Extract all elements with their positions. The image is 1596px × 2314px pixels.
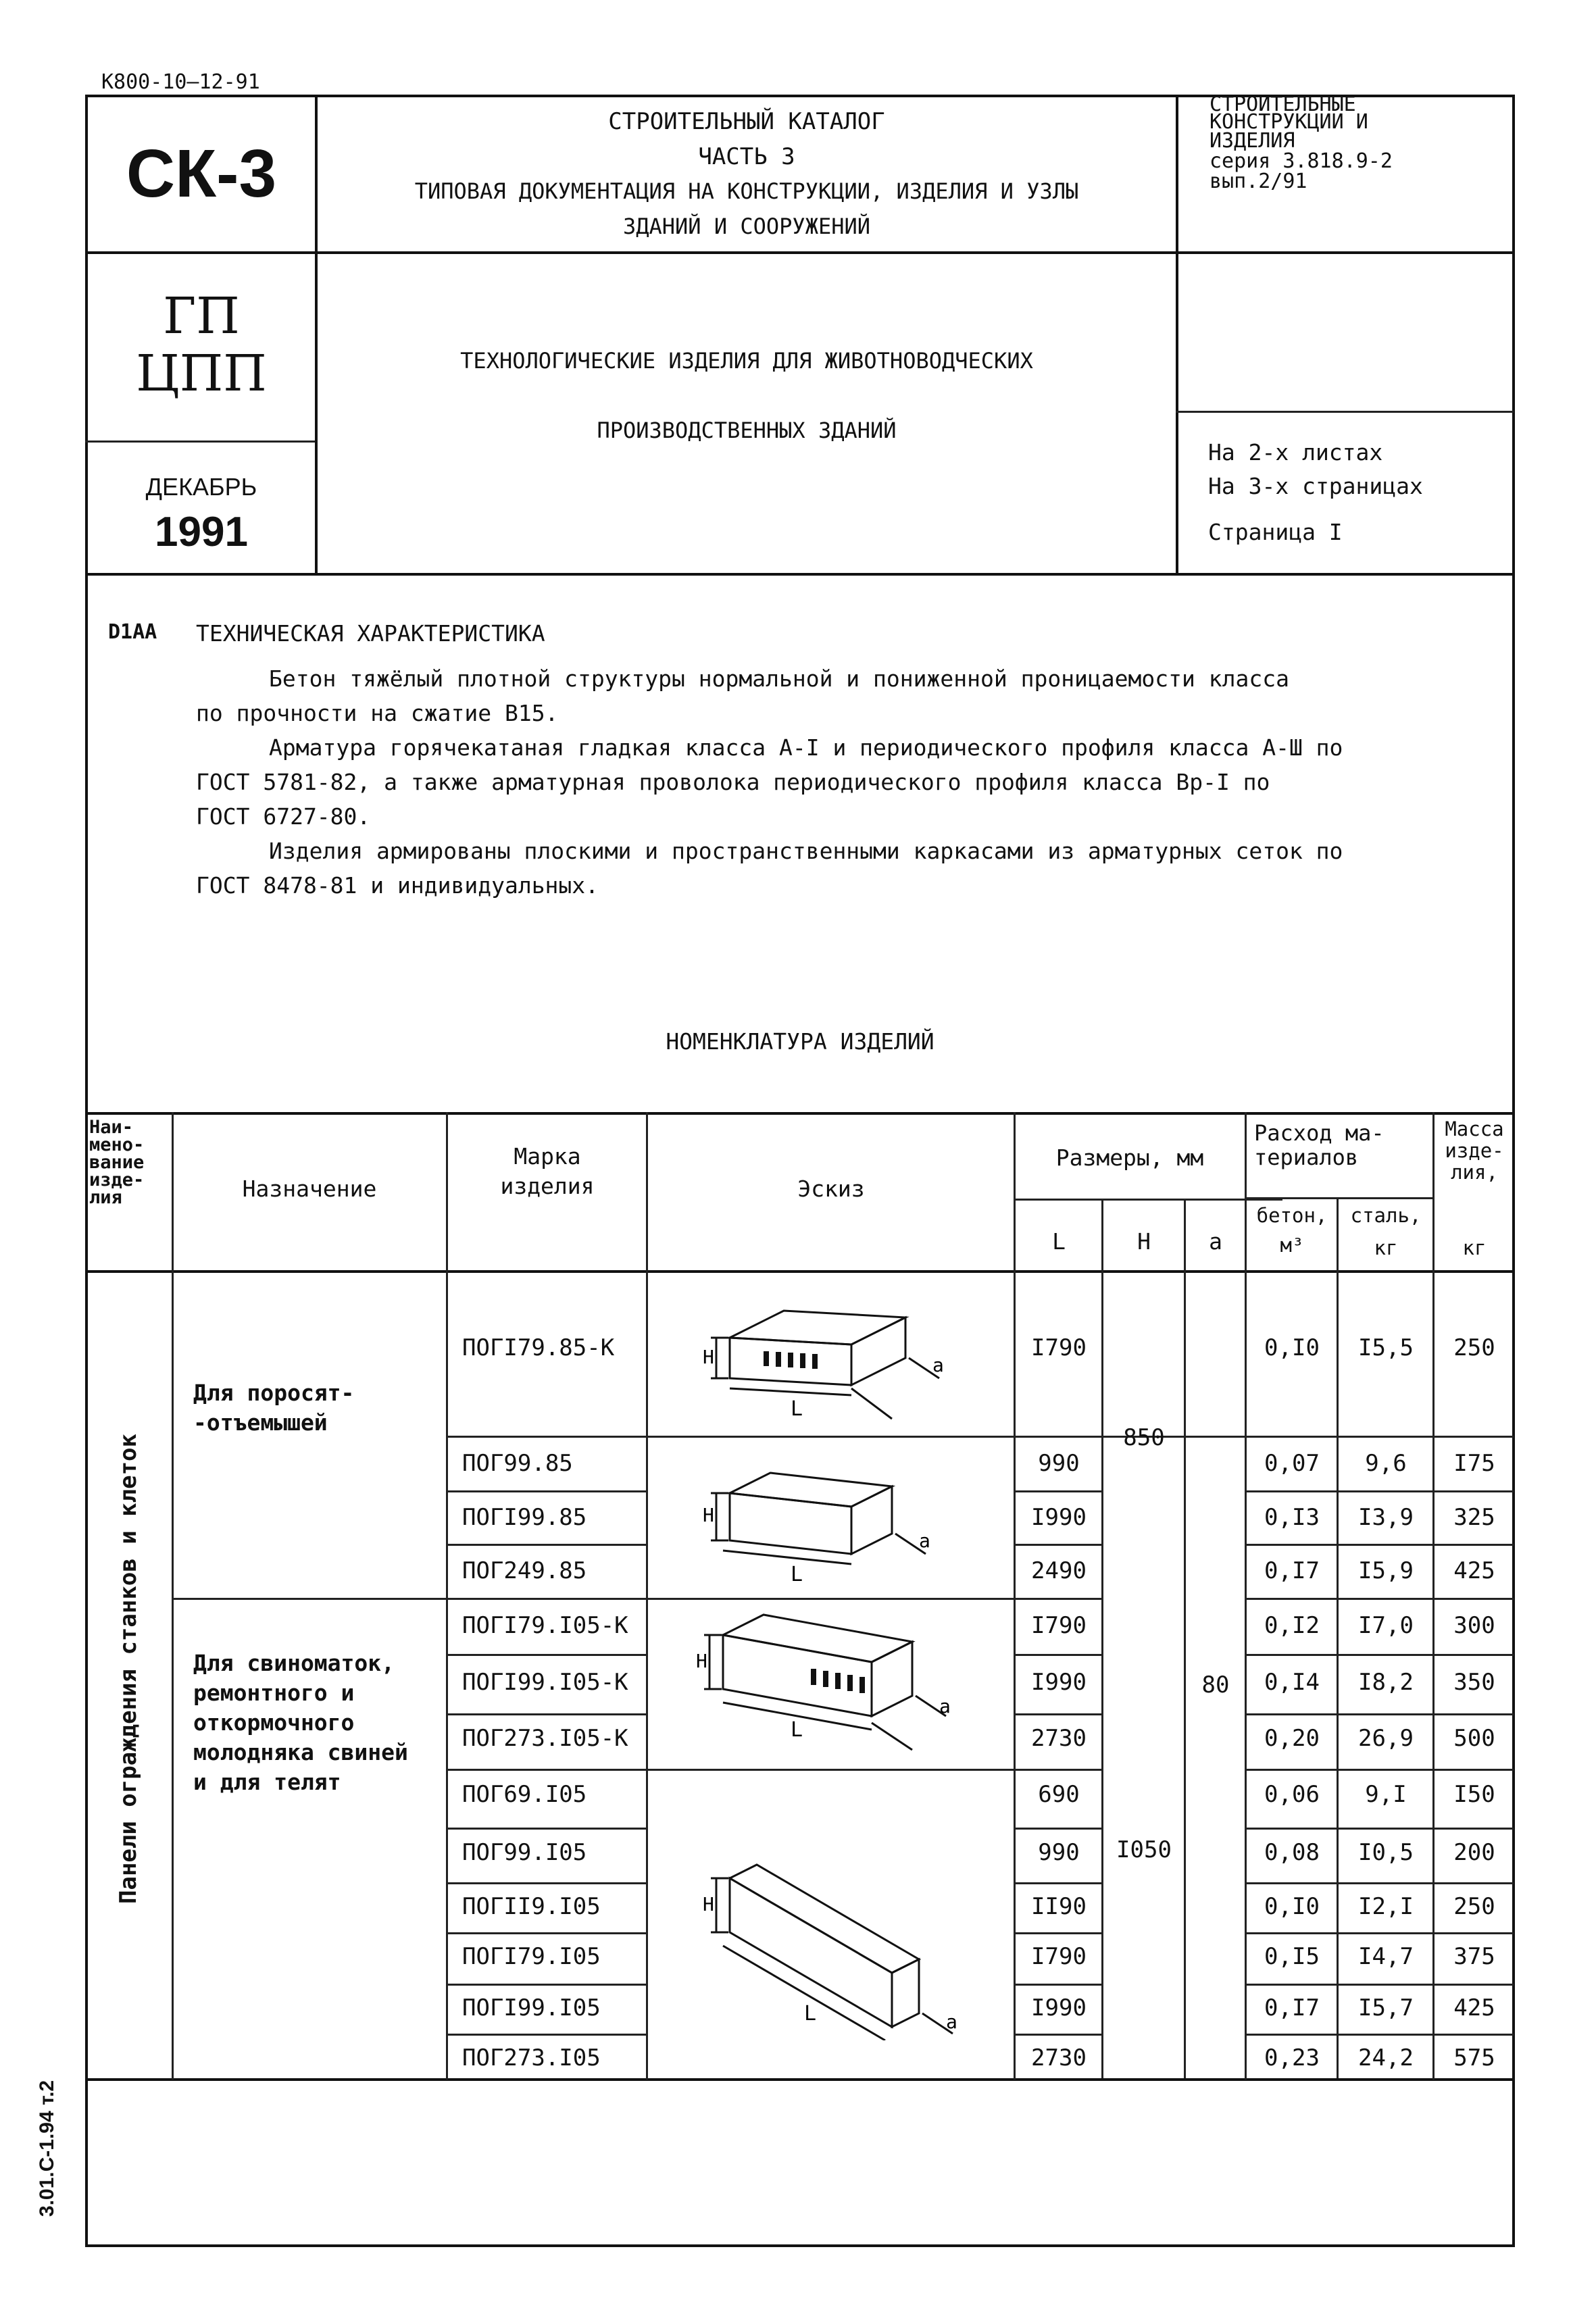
tech-line: ГОСТ 6727-80. [196,803,371,830]
row-line [1245,1769,1514,1771]
row-line [1245,1713,1514,1715]
header-H: H [1137,1228,1151,1255]
tech-line: ГОСТ 5781-82, а также арматурная проволока периодического профиля класса Вр-I по [196,769,1270,795]
col-line [646,1112,648,2080]
catalog-line-1: СТРОИТЕЛЬНЫЙ КАТАЛОГ [608,108,885,135]
row-line [446,2034,646,2036]
cell-mark: ПОГII9.I05 [462,1893,601,1920]
cell-steel: 24,2 [1358,2044,1414,2071]
cell-L: I990 [1031,1504,1087,1531]
cell-steel: 9,6 [1365,1450,1407,1477]
stamp-org-line [85,441,315,443]
sketch-label-H: H [696,1650,707,1672]
cell-mark: ПОГ69.I05 [462,1781,587,1808]
cell-steel: 26,9 [1358,1725,1414,1752]
header-consumption-2: териалов [1254,1145,1359,1170]
sketch-side-face [892,1959,919,2027]
stamp-divider-2 [1176,95,1178,576]
cell-concrete: 0,07 [1264,1450,1320,1477]
cell-mark: ПОГ99.I05 [462,1839,587,1866]
group-name: Панели ограждения станков и клеток [115,1434,142,1904]
row-line [1014,2034,1101,2036]
header-L: L [1052,1228,1066,1255]
col-line [446,1112,448,2080]
purpose-line: -отъемышей [193,1409,328,1436]
cell-steel: I7,0 [1358,1612,1414,1639]
cell-concrete: 0,I5 [1264,1943,1320,1970]
cell-steel: 9,I [1365,1781,1407,1808]
cell-mark: ПОГI79.I05-К [462,1612,628,1639]
cell-mark: ПОГ273.I05 [462,2044,601,2071]
row-line [446,1984,646,1986]
header-consumption-1: Расход ма- [1254,1120,1385,1146]
pages-count: На 3-х страницах [1208,473,1423,499]
row-line [446,1490,646,1492]
sketch-side-face [872,1642,912,1716]
row-line [1014,1984,1101,1986]
consumption-subline [1245,1197,1434,1199]
cell-L: 990 [1038,1839,1080,1866]
tech-code: D1AA [108,620,157,644]
cell-mark: ПОГI99.85 [462,1504,587,1531]
series-line-3: ИЗДЕЛИЯ [1210,129,1295,153]
row-line [1245,1654,1514,1656]
table-header-bottom [85,1270,1515,1273]
series-line-1: СТРОИТЕЛЬНЫЕ [1210,93,1356,116]
sketch-top-face [730,1865,919,1973]
stamp-year: 1991 [155,509,248,555]
col-line [1245,1112,1247,2080]
cell-steel: I8,2 [1358,1669,1414,1696]
cell-L: 690 [1038,1781,1080,1808]
tech-heading: ТЕХНИЧЕСКАЯ ХАРАКТЕРИСТИКА [196,620,545,647]
cell-L: 990 [1038,1450,1080,1477]
cell-steel: I3,9 [1358,1504,1414,1531]
sketch-panel-tall-plain [649,1851,1014,2040]
tech-line: Изделия армированы плоскими и пространственными каркасами из арматурных сеток по [269,838,1343,864]
nomenclature-title: НОМЕНКЛАТУРА ИЗДЕЛИЙ [666,1028,934,1055]
sketch-label-L: L [791,1397,803,1421]
header-mass-1: Масса [1445,1117,1504,1140]
header-steel-1: сталь, [1350,1204,1422,1227]
cell-concrete: 0,06 [1264,1781,1320,1808]
cell-mass: 575 [1453,2044,1495,2071]
row-line [1245,1490,1514,1492]
row-line [446,1654,646,1656]
sketch-side-face [851,1486,892,1554]
tech-line: Бетон тяжёлый плотной структуры нормальной и пониженной проницаемости класса [269,665,1289,692]
row-line [446,1932,646,1934]
stamp-bottom-line [85,573,1515,576]
header-name-line: Наи- [89,1117,134,1138]
cell-mass: 375 [1453,1943,1495,1970]
cell-steel: I0,5 [1358,1839,1414,1866]
header-concrete-1: бетон, [1256,1204,1328,1227]
header-purpose: Назначение [242,1176,377,1202]
cell-concrete: 0,08 [1264,1839,1320,1866]
header-name-line: мено- [89,1134,145,1155]
tech-line: ГОСТ 8478-81 и индивидуальных. [196,872,599,899]
table-bottom-line [85,2078,1515,2081]
sketch-side-face [851,1317,905,1385]
purpose-piglets [193,1378,354,1438]
header-name-line: изде- [89,1169,145,1190]
sketch-label-a: a [919,1530,930,1552]
stamp-row-line [85,251,1515,254]
sketch-panel-short [649,1277,1014,1432]
header-a: a [1209,1228,1222,1255]
col-line [1432,1112,1435,2080]
stamp-org-1: ГП [163,287,240,345]
col-line [1337,1197,1339,2078]
cell-mark: ПОГ249.85 [462,1557,587,1584]
row-line [1014,1544,1101,1546]
sketch-label-L: L [791,1563,803,1586]
frame-left [85,95,88,2246]
title-line-2: ПРОИЗВОДСТВЕННЫХ ЗДАНИЙ [597,418,897,443]
row-line [446,1713,646,1715]
cell-concrete: 0,I4 [1264,1669,1320,1696]
series-line-4: серия 3.818.9-2 [1210,149,1393,173]
row-line [1245,1932,1514,1934]
cell-mass: 200 [1453,1839,1495,1866]
sketch-panel-plain [649,1439,1014,1594]
row-line [1245,1984,1514,1986]
stamp-org-2: ЦПП [136,345,267,403]
sketch-label-L: L [791,1718,803,1742]
catalog-line-4: ЗДАНИЙ И СООРУЖЕНИЙ [622,213,871,239]
frame-bottom [85,2244,1515,2247]
cell-steel: I5,7 [1358,1994,1414,2021]
row-line [446,1769,1014,1771]
sketch-label-a: a [932,1354,944,1376]
cell-concrete: 0,I2 [1264,1612,1320,1639]
row-line [1014,1882,1101,1884]
row-line [1245,1544,1514,1546]
sketch-label-a: a [946,2011,957,2033]
cell-mass: I75 [1453,1450,1495,1477]
purpose-line: откормочного [193,1709,355,1736]
row-line [1014,1654,1101,1656]
sheets-count: На 2-х листах [1208,439,1383,466]
cell-mark: ПОГI79.85-К [462,1334,615,1361]
header-mark-1: Марка [514,1143,581,1169]
cell-mass: I50 [1453,1781,1495,1808]
stamp-code: СК-3 [126,136,277,211]
cell-mass: 425 [1453,1994,1495,2021]
header-sizes: Размеры, мм [1055,1145,1204,1171]
catalog-line-2: ЧАСТЬ 3 [698,143,795,170]
row-line [1245,2034,1514,2036]
purpose-line: Для свиноматок, [193,1650,395,1676]
row-line [1014,1828,1101,1830]
cell-L: I790 [1031,1943,1087,1970]
sketch-label-L: L [804,2002,817,2026]
col-line [1101,1199,1103,2078]
col-line [172,1112,174,2080]
sketch-label-H: H [703,1504,714,1526]
header-sketch: Эскиз [797,1176,865,1202]
cell-mark: ПОГ273.I05-К [462,1725,628,1752]
cell-L: 2730 [1031,2044,1087,2071]
series-line-5: вып.2/91 [1210,170,1307,193]
cell-steel: I5,9 [1358,1557,1414,1584]
cell-L: I790 [1031,1612,1087,1639]
title-line-1: ТЕХНОЛОГИЧЕСКИЕ ИЗДЕЛИЯ ДЛЯ ЖИВОТНОВОДЧЕСКИХ [460,348,1033,374]
header-name [89,1119,144,1207]
sketch-label-a: a [939,1695,951,1717]
page-number: Страница I [1208,519,1343,545]
row-line [1245,1882,1514,1884]
cell-mark: ПОГ99.85 [462,1450,573,1477]
col-line [1014,1112,1016,2080]
sketch-label-H: H [703,1346,714,1368]
purpose-line: Для поросят- [193,1380,355,1406]
header-mass-2: изде- [1445,1139,1504,1162]
row-line [1245,1598,1514,1600]
cell-mass: 250 [1453,1334,1495,1361]
row-line [446,1436,1514,1438]
purpose-line: ремонтного и [193,1680,355,1706]
row-line [172,1598,1101,1600]
cell-L: II90 [1031,1893,1087,1920]
stamp-month: ДЕКАБРЬ [145,473,257,501]
row-line [1014,1490,1101,1492]
series-line-2: КОНСТРУКЦИИ И [1210,110,1368,134]
sketch-panel-tall-holes [649,1601,1014,1763]
cell-mass: 425 [1453,1557,1495,1584]
row-line [446,1828,646,1830]
a-value: 80 [1201,1671,1230,1699]
header-concrete-2: м³ [1280,1234,1304,1257]
header-mass-3: лия, [1451,1161,1498,1184]
cell-L: 2730 [1031,1725,1087,1752]
row-line [1245,1828,1514,1830]
doc-code: К800-10—12-91 [101,70,260,94]
header-steel-2: кг [1374,1236,1398,1259]
cell-mass: 300 [1453,1612,1495,1639]
cell-mark: ПОГI99.I05 [462,1994,601,2021]
row-line [446,1544,646,1546]
cell-mass: 500 [1453,1725,1495,1752]
cell-L: I990 [1031,1669,1087,1696]
H-value-1050: I050 [1116,1836,1172,1863]
sizes-subline [1014,1199,1282,1201]
header-mark-2: изделия [500,1173,595,1199]
margin-code: 3.01.С-1.94 т.2 [36,2080,58,2217]
col-line [1184,1199,1186,2078]
sketch-front-face [730,1493,851,1554]
header-name-line: лия [89,1187,122,1208]
cell-mark: ПОГI79.I05 [462,1943,601,1970]
cell-concrete: 0,23 [1264,2044,1320,2071]
cell-mass: 250 [1453,1893,1495,1920]
cell-mass: 350 [1453,1669,1495,1696]
purpose-line: молодняка свиней [193,1739,408,1765]
purpose-line: и для телят [193,1769,341,1795]
header-mass-unit: кг [1462,1236,1487,1259]
stamp-sheets-line [1176,411,1514,413]
tech-line: Арматура горячекатаная гладкая класса А-I и периодического профиля класса А-Ш по [269,734,1343,761]
cell-L: 2490 [1031,1557,1087,1584]
row-line [1014,1769,1101,1771]
row-line [1014,1932,1101,1934]
table-top-line [85,1112,1515,1115]
cell-steel: I4,7 [1358,1943,1414,1970]
cell-concrete: 0,I0 [1264,1334,1320,1361]
H-value-850: 850 [1123,1424,1165,1451]
row-line [1014,1713,1101,1715]
cell-concrete: 0,I7 [1264,1557,1320,1584]
cell-L: I990 [1031,1994,1087,2021]
cell-mass: 325 [1453,1504,1495,1531]
header-name-line: вание [89,1152,145,1173]
cell-concrete: 0,20 [1264,1725,1320,1752]
cell-steel: I2,I [1358,1893,1414,1920]
row-line [446,1882,646,1884]
cell-mark: ПОГI99.I05-К [462,1669,628,1696]
cell-concrete: 0,I3 [1264,1504,1320,1531]
cell-concrete: 0,I7 [1264,1994,1320,2021]
sketch-label-H: H [703,1893,714,1915]
cell-concrete: 0,I0 [1264,1893,1320,1920]
catalog-line-3: ТИПОВАЯ ДОКУМЕНТАЦИЯ НА КОНСТРУКЦИИ, ИЗДЕЛИЯ И УЗЛЫ [414,178,1079,204]
cell-L: I790 [1031,1334,1087,1361]
tech-line: по прочности на сжатие В15. [196,700,559,726]
cell-steel: I5,5 [1358,1334,1414,1361]
purpose-sows [193,1649,408,1797]
